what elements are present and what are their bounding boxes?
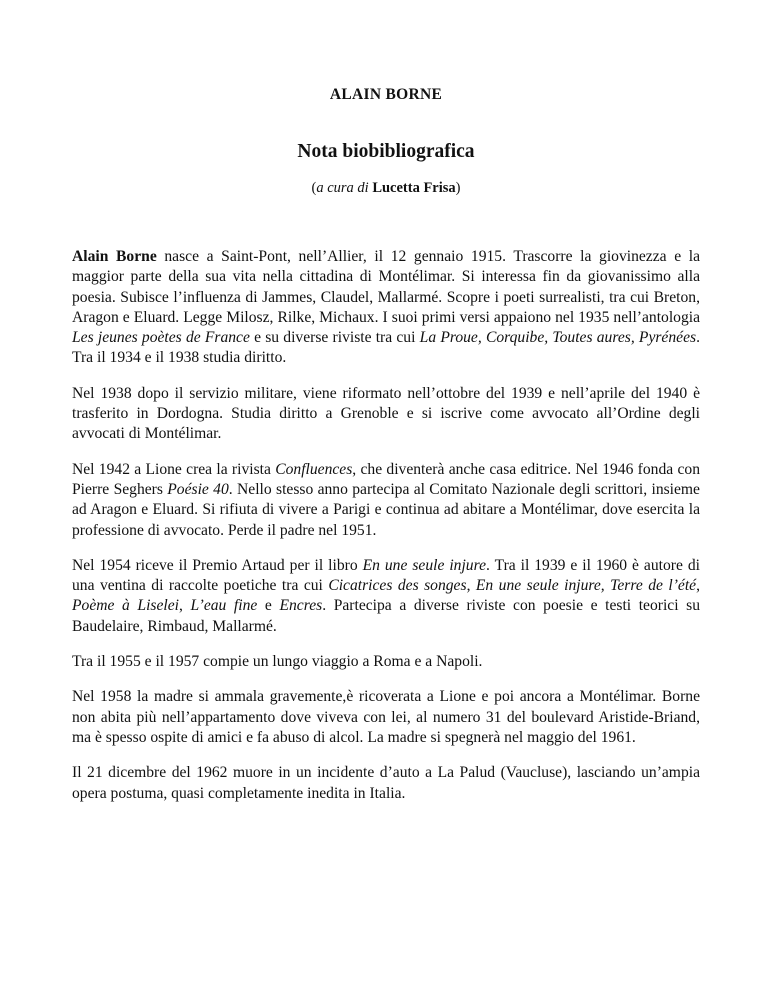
text-span: Tra il 1955 e il 1957 compie un lungo viaggio a Roma e a Napoli. [72, 653, 483, 671]
paragraph-mother [72, 687, 700, 748]
text-span: e su diverse riviste tra cui [249, 329, 420, 347]
paragraph-death [72, 763, 700, 804]
reviews-list: La Proue, Corquibe, Toutes aures, Pyrénées [419, 329, 697, 347]
book-title: Cicatrices des songes [328, 577, 467, 595]
text-span: nasce a Saint-Pont, nell’Allier, il 12 gennaio 1915. Trascorre la giovinezza e la maggior parte della sua vita nella cittadina di Montélimar. Si interessa fin da giovanissimo alla poesia. Subisce l’influenza di Jammes, Claudel, Mallarmé. Scopre i poeti surrealisti, tra cui Breton, Aragon e Eluard. Legge Milosz, Rilke, Michaux. I suoi primi versi appaiono nel 1935 nell’antologia [72, 248, 700, 326]
text-span: Nel 1954 riceve il Premio Artaud per il libro [72, 556, 363, 574]
paragraph-works [72, 556, 700, 637]
paragraph-confluences [72, 460, 700, 541]
text-span: Il 21 dicembre del 1962 muore in un incidente d’auto a La Palud (Vaucluse), lasciando un’ampia opera postuma, quasi completamente inedita in Italia. [72, 764, 700, 802]
biography-text [72, 247, 700, 819]
text-span: . Partecipa a diverse riviste con poesie e testi teorici su Baudelaire, Rimbaud, Mallarmé. [72, 597, 701, 635]
text-span: , [179, 597, 191, 615]
anthology-title: Les jeunes poètes de France [72, 329, 250, 347]
curator-line [72, 180, 700, 197]
review-title: Confluences [275, 460, 353, 478]
text-span: e [257, 597, 280, 615]
curator-close: ) [455, 180, 461, 196]
book-title: Poème à Liselei [72, 597, 180, 615]
curator-open: ( [311, 180, 317, 196]
paragraph-journey [72, 652, 700, 672]
review-title: Poésie 40 [167, 480, 229, 498]
text-span: . Tra il 1934 e il 1938 studia diritto. [72, 329, 700, 367]
document-title: Nota biobibliografica [297, 141, 475, 162]
author-heading: ALAIN BORNE [329, 86, 443, 103]
curator-name: Lucetta Frisa [372, 180, 456, 196]
paragraph-birth [72, 247, 700, 369]
curator-prefix: a cura di [316, 180, 369, 196]
book-title: Encres [279, 597, 323, 615]
subject-name: Alain Borne [72, 248, 157, 265]
text-span: , [466, 577, 476, 595]
text-span: Nel 1938 dopo il servizio militare, viene riformato nell’ottobre del 1939 e nell’aprile del 1940 è trasferito in Dordogna. Studia diritto a Grenoble e si iscrive come avvocato all’Ordine degli avvocati di Montélimar. [72, 384, 700, 443]
book-title: En une seule injure [362, 556, 487, 574]
text-span: Nel 1958 la madre si ammala gravemente,è ricoverata a Lione e poi ancora a Montélimar. Borne non abita più nell’appartamento dove viveva con lei, al numero 31 del boulevard Aristide-Briand, ma è spesso ospite di amici e fa abuso di alcol. La madre si spegnerà nel maggio del 1961. [72, 688, 700, 746]
text-span: , [696, 577, 700, 595]
text-span: , che diventerà anche casa editrice. Nel 1946 fonda con Pierre Seghers [72, 460, 700, 498]
text-span: . Nello stesso anno partecipa al Comitato Nazionale degli scrittori, insieme ad Aragon e Eluard. Si rifiuta di vivere a Parigi e continua ad abitare a Montélimar, dove esercita la professione di avvocato. Perde il padre nel 1951. [72, 480, 700, 539]
text-span: Nel 1942 a Lione crea la rivista [72, 460, 276, 478]
paragraph-military [72, 384, 700, 445]
text-span: . Tra il 1939 e il 1960 è autore di una ventina di raccolte poetiche tra cui [72, 556, 700, 595]
book-title: L’eau fine [190, 597, 258, 615]
book-title: En une seule injure, Terre de l’été [475, 577, 697, 595]
